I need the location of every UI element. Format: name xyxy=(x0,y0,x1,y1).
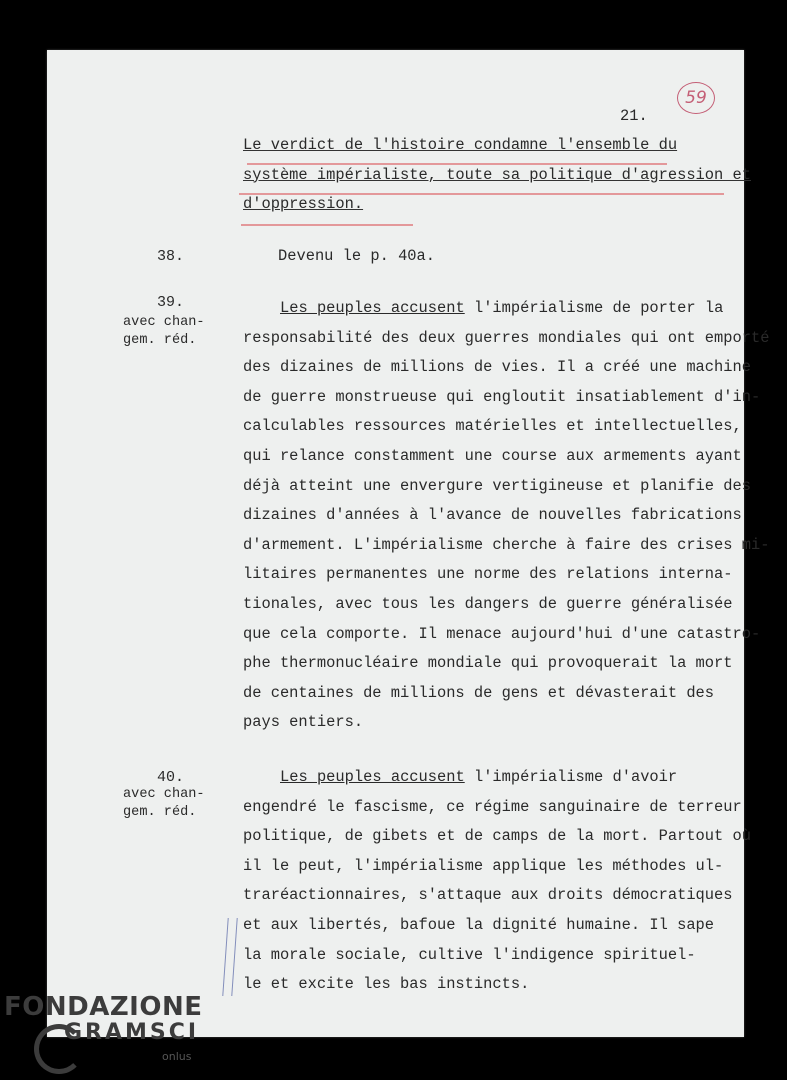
paragraph-line: le et excite les bas instincts. xyxy=(243,975,530,994)
item-number: 39. xyxy=(157,294,185,311)
paragraph-40 xyxy=(243,763,751,1000)
paragraph-line: la morale sociale, cultive l'indigence spirituel- xyxy=(243,945,696,964)
margin-note: avec chan- xyxy=(123,787,205,802)
paragraph-line: politique, de gibets et de camps de la mort. Partout où xyxy=(243,827,751,846)
section-heading xyxy=(243,131,751,220)
paragraph-line: l'impérialisme d'avoir xyxy=(464,768,678,786)
document-page xyxy=(47,50,770,1037)
watermark-logo xyxy=(4,992,203,1063)
red-underline xyxy=(239,193,724,195)
red-underline xyxy=(247,163,667,165)
watermark-text: FONDAZIONE xyxy=(4,992,203,1022)
paragraph-line: dizaines d'années à l'avance de nouvelles fabrications xyxy=(243,506,742,525)
paragraph-line: engendré le fascisme, ce régime sanguinaire de terreur xyxy=(243,797,742,816)
margin-note: gem. réd. xyxy=(123,805,197,820)
margin-note: gem. réd. xyxy=(123,333,197,348)
paragraph-line: déjà atteint une envergure vertigineuse et planifie des xyxy=(243,476,751,495)
paragraph-line: de centaines de millions de gens et dévasterait des xyxy=(243,683,715,702)
margin-pen-mark xyxy=(222,918,237,996)
paragraph-line: pays entiers. xyxy=(243,713,364,732)
paragraph-line: qui relance constamment une course aux armements ayant xyxy=(243,446,742,465)
page-stamp: 59 xyxy=(677,82,715,114)
heading-line: système impérialiste, toute sa politique d'agression et xyxy=(243,165,751,184)
paragraph-line: et aux libertés, bafoue la dignité humaine. Il sape xyxy=(243,915,715,934)
paragraph-line: que cela comporte. Il menace aujourd'hui d'une catastro- xyxy=(243,624,761,643)
paragraph-line: l'impérialisme de porter la xyxy=(464,299,724,317)
paragraph-line: tionales, avec tous les dangers de guerre généralisée xyxy=(243,594,733,613)
watermark-text: GRAMSCI xyxy=(64,1020,200,1045)
paragraph-line: calculables ressources matérielles et intellectuelles, xyxy=(243,417,742,436)
paragraph-line: il le peut, l'impérialisme applique les méthodes ul- xyxy=(243,856,724,875)
watermark-text: onlus xyxy=(162,1050,192,1063)
page-number: 21. xyxy=(620,107,648,125)
gramsci-logo-icon xyxy=(34,1024,84,1074)
red-underline xyxy=(241,224,413,226)
item-number: 38. xyxy=(157,248,185,265)
paragraph-line: traréactionnaires, s'attaque aux droits démocratiques xyxy=(243,886,733,905)
emphasis-lead: Les peuples accusent xyxy=(280,768,465,786)
paragraph-line: litaires permanentes une norme des relations interna- xyxy=(243,565,733,584)
paragraph-line: de guerre monstrueuse qui engloutit insatiablement d'in- xyxy=(243,387,761,406)
heading-line: d'oppression. xyxy=(243,195,364,214)
paragraph-line: responsabilité des deux guerres mondiales qui ont emporté xyxy=(243,328,770,347)
paragraph-line: d'armement. L'impérialisme cherche à faire des crises mi- xyxy=(243,535,770,554)
emphasis-lead: Les peuples accusent xyxy=(280,299,465,317)
paragraph-line: phe thermonucléaire mondiale qui provoquerait la mort xyxy=(243,654,733,673)
heading-line: Le verdict de l'histoire condamne l'ensemble du xyxy=(243,136,678,154)
paragraph-39 xyxy=(243,294,769,738)
item-text: Devenu le p. 40a. xyxy=(278,247,436,265)
item-number: 40. xyxy=(157,769,185,786)
paragraph-line: des dizaines de millions de vies. Il a créé une machine xyxy=(243,358,751,377)
margin-note: avec chan- xyxy=(123,315,205,330)
